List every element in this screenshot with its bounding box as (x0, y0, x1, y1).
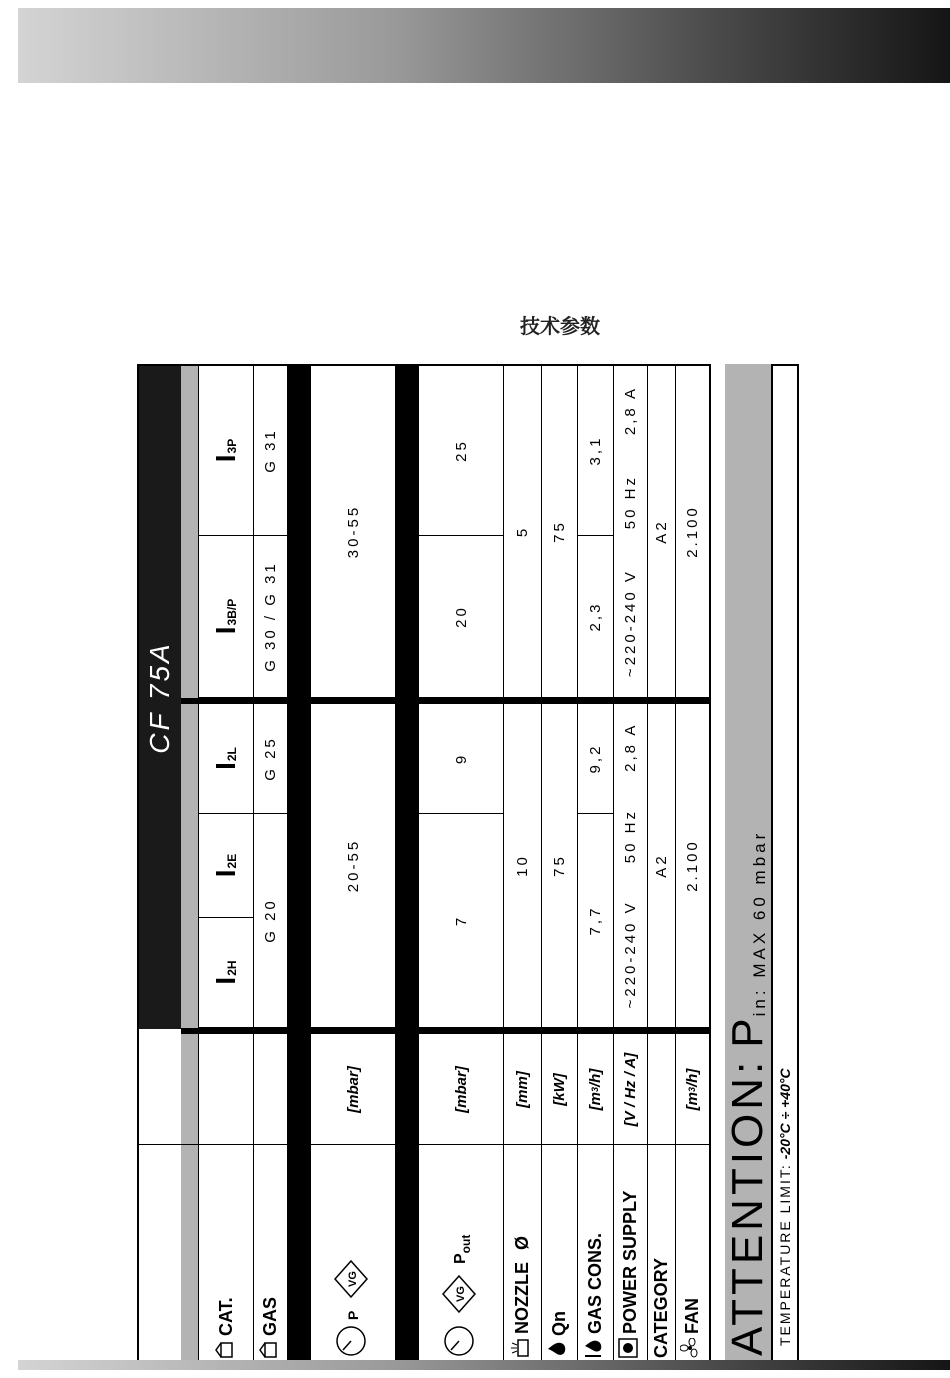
nozzle-lpg: 5 (503, 366, 541, 698)
gas-icon (259, 1340, 282, 1358)
category-natural: A2 (647, 704, 675, 1028)
plug-icon (618, 1338, 643, 1358)
page-title: 技术参数 (520, 314, 600, 338)
gas-g20: G 20 (253, 814, 287, 1028)
svg-text:VG: VG (346, 1270, 359, 1287)
power-lpg: ~220-240 V 50 Hz 2,8 A (613, 366, 647, 698)
separator-bar (395, 366, 419, 1364)
qn-natural: 75 (541, 704, 577, 1028)
p-in-natural: 20-55 (311, 704, 395, 1028)
model-name: CF 75A (144, 641, 175, 754)
gas-cons-4: 3,1 (577, 366, 613, 536)
valve-vg-icon (439, 1268, 484, 1320)
row-label-power-supply: POWER SUPPLY (613, 1145, 647, 1364)
cat-2l: I $_{2L}$ (199, 704, 253, 814)
fan-lpg: 2.100 (675, 366, 709, 698)
p-out-2: 9 (419, 704, 503, 814)
fan-icon (680, 1338, 705, 1358)
spec-table (137, 364, 793, 1364)
row-label-gas: GAS (253, 1145, 287, 1364)
separator-bar (287, 366, 311, 1364)
flame-icon (547, 1340, 572, 1358)
gas-cons-3: 2,3 (577, 536, 613, 698)
unit-fan: [m 3 /h] (683, 1068, 701, 1111)
unit-p-out: [mbar] (452, 1066, 470, 1113)
row-label-p-in: P VG (311, 1145, 395, 1364)
unit-power: [V / Hz / A] (621, 1052, 639, 1127)
top-gradient-bar (18, 8, 950, 83)
pressure-gauge-icon (334, 1324, 373, 1358)
gas-g31: G 31 (253, 366, 287, 536)
category-lpg: A2 (647, 366, 675, 698)
power-natural: ~220-240 V 50 Hz 2,8 A (613, 704, 647, 1028)
gas-g30-g31: G 30 / G 31 (253, 536, 287, 698)
row-label-nozzle: NOZZLE Ø (503, 1145, 541, 1364)
pressure-gauge-icon (442, 1324, 481, 1358)
unit-gas-cons: [m 3 /h] (586, 1068, 604, 1111)
unit-p-in: [mbar] (344, 1066, 362, 1113)
fan-natural: 2.100 (675, 704, 709, 1028)
p-out-1: 7 (419, 814, 503, 1028)
row-label-qn: Qn (541, 1145, 577, 1364)
nozzle-natural: 10 (503, 704, 541, 1028)
gas-cons-2: 9,2 (577, 704, 613, 814)
cat-2h: I $_{2H}$ (199, 918, 253, 1028)
p-in-lpg: 30-55 (311, 366, 395, 698)
unit-qn: [kW] (550, 1073, 568, 1106)
burner-nozzle-icon (510, 1338, 535, 1358)
valve-vg-icon (331, 1253, 376, 1305)
attention-banner: ATTENTION: P in: MAX 60 mbar (725, 364, 771, 1364)
qn-lpg: 75 (541, 366, 577, 698)
row-label-fan: FAN (675, 1145, 709, 1364)
bottom-gradient-bar (18, 1360, 950, 1370)
temperature-limit: TEMPERATURE LIMIT: -20°C ÷ +40°C (777, 1068, 793, 1346)
row-label-category: CATEGORY (650, 1257, 671, 1358)
row-label-gas-cons: GAS CONS. (577, 1145, 613, 1364)
p-out-4: 25 (419, 366, 503, 536)
cat-3p: I $_{3P}$ (199, 366, 253, 536)
cat-icon (215, 1340, 238, 1358)
unit-nozzle: [mm] (513, 1071, 531, 1108)
p-out-3: 20 (419, 536, 503, 698)
gray-strip (181, 366, 199, 1364)
row-label-p-out: VG P out (419, 1145, 503, 1364)
cat-2e: I $_{2E}$ (199, 814, 253, 918)
svg-text:VG: VG (454, 1286, 467, 1302)
gas-g25: G 25 (253, 704, 287, 814)
row-label-cat: CAT. (199, 1145, 253, 1364)
cat-3bp: I $_{3B/P}$ (199, 536, 253, 698)
gas-cons-1: 7,7 (577, 814, 613, 1028)
gas-cons-icon (583, 1338, 608, 1358)
